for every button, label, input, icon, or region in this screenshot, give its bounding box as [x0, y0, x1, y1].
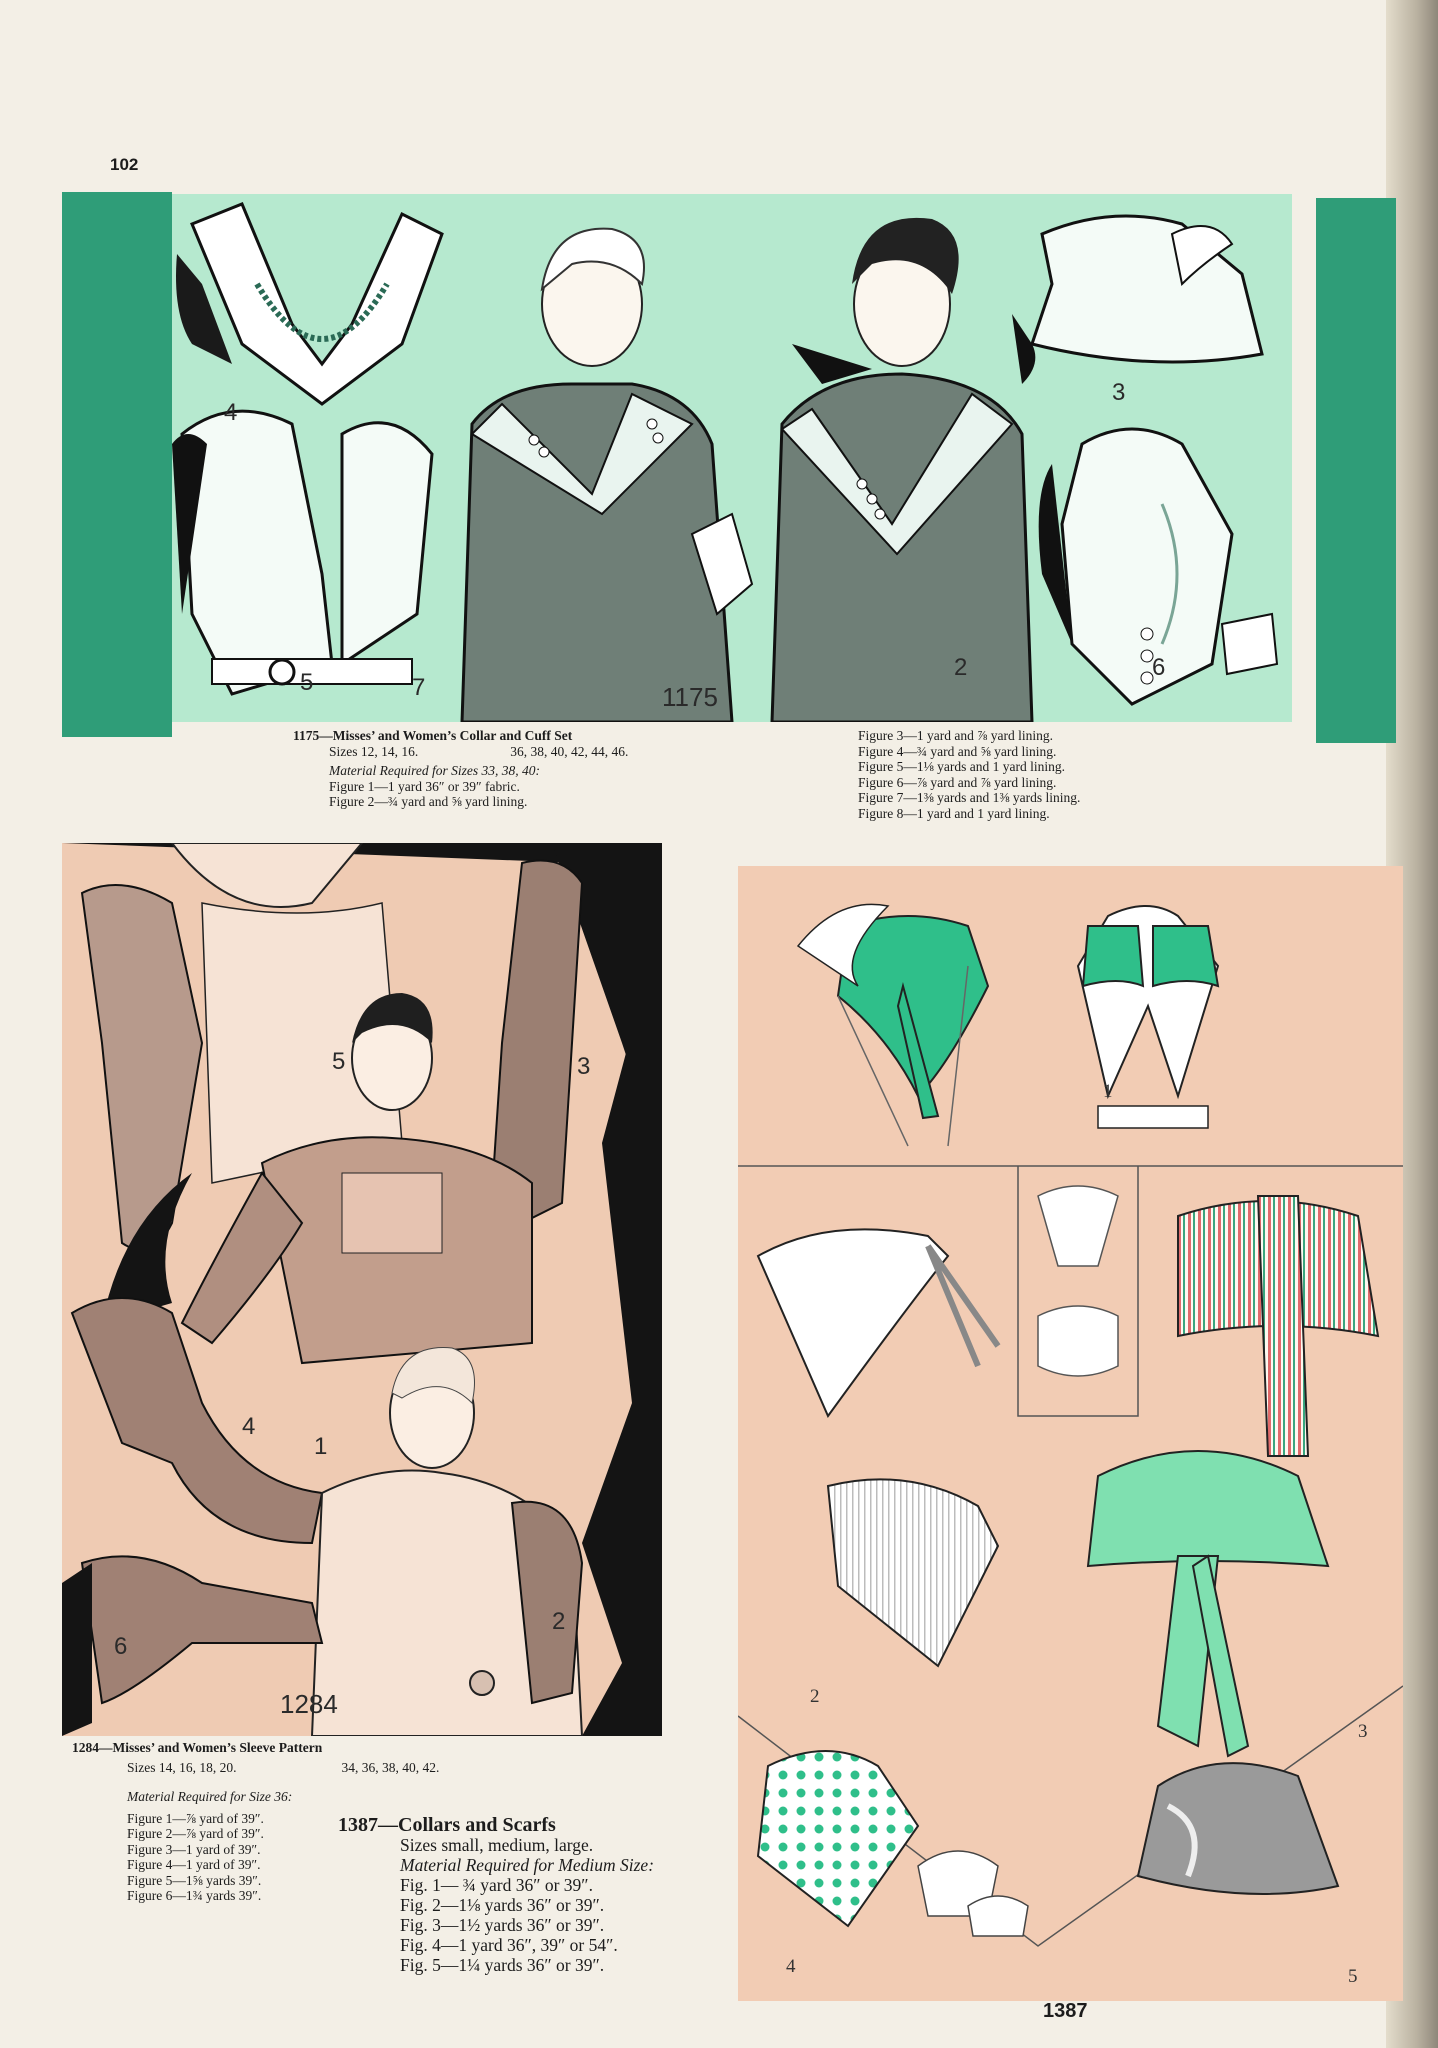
figure-label: 1 [1103, 1081, 1113, 1102]
figure-requirement: Fig. 5—1¼ yards 36″ or 39″. [400, 1955, 605, 1975]
collar-cuff-drawing [172, 194, 1292, 722]
figure-requirement: Fig. 3—1½ yards 36″ or 39″. [400, 1915, 605, 1935]
sizes-line: Sizes small, medium, large. [400, 1835, 594, 1855]
figure-label: 5 [300, 669, 314, 696]
page-number: 102 [110, 155, 139, 174]
figure-requirement: Figure 5—1⅛ yards and 1 yard lining. [858, 759, 1065, 774]
sleeve-pattern-illustration-panel [62, 843, 662, 1736]
pattern-1387-caption [338, 1815, 654, 1975]
collar-cuff-illustration-panel [172, 194, 1292, 722]
figure-label: 2 [810, 1686, 820, 1707]
sizes-misses: Sizes 14, 16, 18, 20. [127, 1759, 237, 1775]
figure-label: 3 [577, 1053, 591, 1080]
material-heading: Material Required for Sizes 33, 38, 40: [329, 763, 540, 778]
figure-label: 3 [1112, 379, 1126, 406]
figure-label: 7 [412, 674, 426, 701]
figure-requirement: Figure 6—⅞ yard and ⅞ yard lining. [858, 774, 1057, 790]
material-heading: Material Required for Size 36: [127, 1789, 293, 1804]
pattern-title: 1387—Collars and Scarfs [338, 1814, 556, 1836]
green-band-right [1316, 198, 1396, 743]
figure-label: 2 [954, 654, 968, 681]
figure-requirement: Fig. 4—1 yard 36″, 39″ or 54″. [400, 1935, 618, 1955]
sizes-women: 36, 38, 40, 42, 44, 46. [510, 743, 629, 759]
sizes-line [293, 744, 628, 760]
figure-requirement: Figure 4—1 yard of 39″. [127, 1857, 261, 1872]
figure-requirement: Figure 3—1 yard of 39″. [127, 1841, 261, 1857]
material-heading: Material Required for Medium Size: [400, 1855, 655, 1875]
figure-requirement: Figure 1—1 yard 36″ or 39″ fabric. [329, 778, 520, 794]
figure-label: 6 [114, 1633, 128, 1660]
green-band-left [62, 192, 172, 737]
illustration-number: 1175 [662, 682, 718, 712]
figure-label: 6 [1152, 654, 1166, 681]
pattern-title: 1284—Misses’ and Women’s Sleeve Pattern [72, 1740, 323, 1755]
illustration-number: 1284 [280, 1689, 338, 1719]
collars-scarfs-illustration-panel [738, 866, 1403, 2001]
sizes-women: 34, 36, 38, 40, 42. [341, 1759, 440, 1775]
figure-label: 3 [1358, 1721, 1368, 1742]
figure-label: 1 [314, 1433, 328, 1460]
figure-label: 4 [224, 399, 238, 426]
figure-requirement: Figure 7—1⅜ yards and 1⅜ yards lining. [858, 790, 1081, 805]
sizes-misses: Sizes 12, 14, 16. [329, 743, 419, 759]
figure-requirement: Fig. 2—1⅛ yards 36″ or 39″. [400, 1895, 605, 1915]
figure-requirement: Figure 3—1 yard and ⅞ yard lining. [858, 728, 1053, 743]
sizes-line [72, 1760, 439, 1776]
figure-requirement: Figure 5—1⅝ yards 39″. [127, 1872, 262, 1888]
figure-requirement: Fig. 1— ¾ yard 36″ or 39″. [400, 1875, 593, 1895]
pattern-1175-caption-right [858, 728, 1080, 821]
pattern-1175-caption-left [293, 728, 628, 810]
figure-label: 5 [332, 1048, 346, 1075]
figure-requirement: Figure 1—⅞ yard of 39″. [127, 1810, 264, 1826]
collars-scarfs-drawing [738, 866, 1403, 2001]
figure-label: 5 [1348, 1966, 1358, 1987]
sleeve-pattern-drawing [62, 843, 662, 1736]
figure-label: 2 [552, 1608, 566, 1635]
figure-label: 4 [786, 1956, 796, 1977]
figure-requirement: Figure 4—¾ yard and ⅝ yard lining. [858, 743, 1057, 759]
figure-requirement: Figure 8—1 yard and 1 yard lining. [858, 805, 1050, 821]
figure-requirement: Figure 2—⅞ yard of 39″. [127, 1826, 264, 1841]
figure-requirement: Figure 2—¾ yard and ⅝ yard lining. [329, 794, 528, 809]
figure-requirement: Figure 6—1¾ yards 39″. [127, 1888, 262, 1903]
figure-label: 4 [242, 1413, 256, 1440]
pattern-title: 1175—Misses’ and Women’s Collar and Cuff Set [293, 728, 573, 743]
pattern-1387-number: 1387 [1043, 2000, 1088, 2022]
